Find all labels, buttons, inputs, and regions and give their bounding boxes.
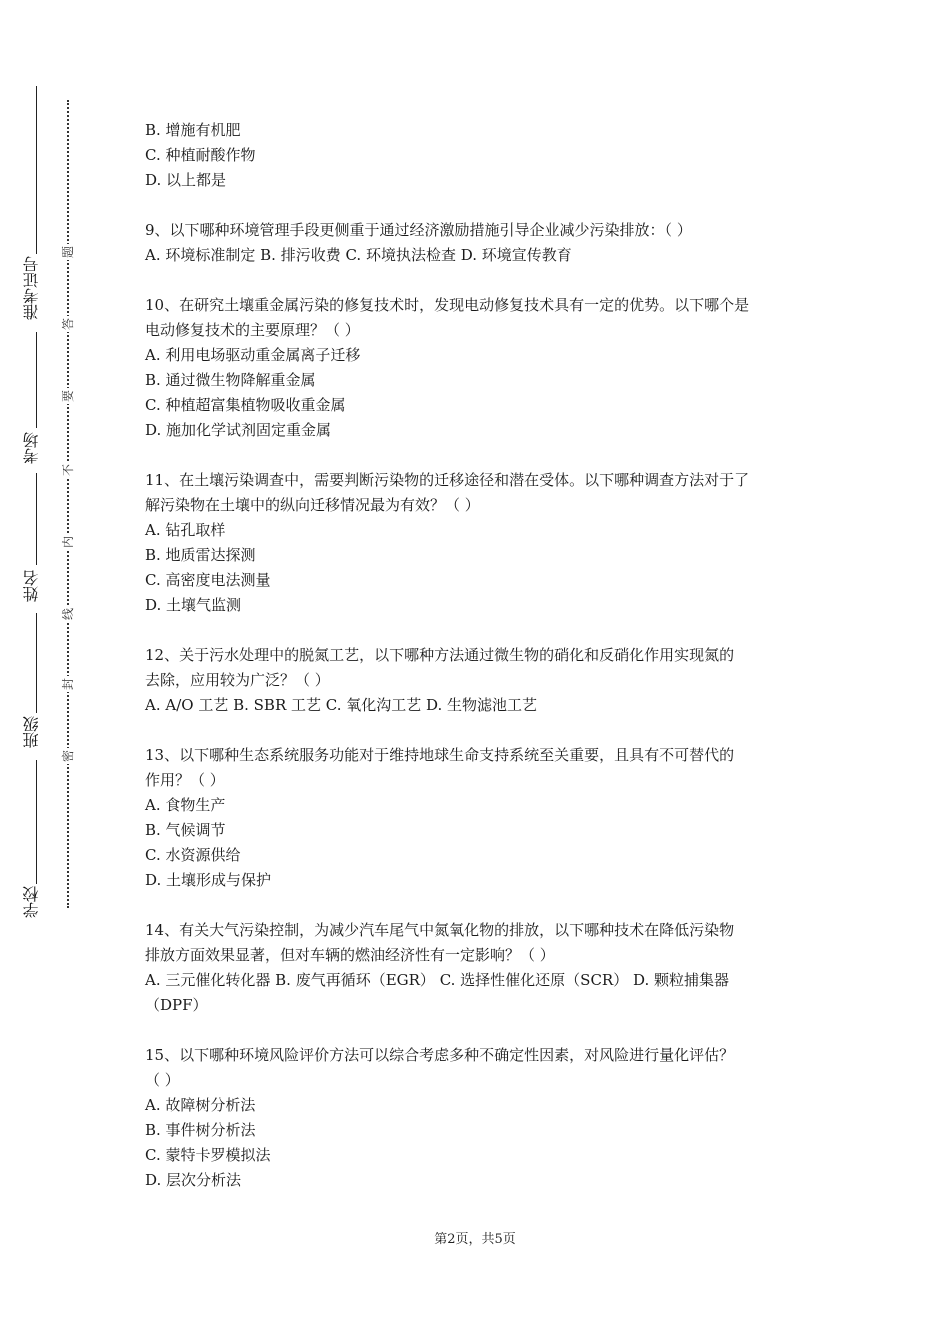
option-line: C. 水资源供给: [145, 846, 241, 864]
continued-options: [145, 118, 810, 193]
question-12: [145, 643, 810, 718]
option-line: B. 气候调节: [145, 821, 226, 839]
seal-char: 题: [61, 246, 75, 259]
option-line: A. 环境标准制定 B. 排污收费 C. 环境执法检查 D. 环境宣传教育: [145, 246, 572, 264]
binding-line: [36, 613, 37, 713]
option-line: D. 层次分析法: [145, 1171, 242, 1189]
question-stem: （ ）: [145, 1071, 180, 1089]
name-label: 姓名: [22, 570, 41, 602]
exam-id-label: 准考证号: [22, 256, 41, 320]
question-14: [145, 918, 810, 1018]
binding-line: [36, 86, 37, 254]
option-line: C. 种植耐酸作物: [145, 146, 256, 164]
question-content: [145, 118, 810, 1218]
question-9: [145, 218, 810, 268]
school-label: 学校: [22, 886, 41, 918]
option-line: C. 高密度电法测量: [145, 571, 271, 589]
option-line: D. 土壤气监测: [145, 596, 242, 614]
question-13: [145, 743, 810, 893]
option-line: B. 通过微生物降解重金属: [145, 371, 316, 389]
option-line: D. 以上都是: [145, 171, 227, 189]
question-stem: 12、关于污水处理中的脱氮工艺，以下哪种方法通过微生物的硝化和反硝化作用实现氮的: [145, 646, 735, 664]
exam-room-label: 考场: [22, 432, 41, 464]
question-stem: 9、以下哪种环境管理手段更侧重于通过经济激励措施引导企业减少污染排放：（ ）: [145, 221, 692, 239]
binding-line: [36, 473, 37, 565]
page-footer: 第2页，共5页: [434, 1232, 516, 1247]
binding-line: [36, 760, 37, 884]
question-stem: 13、以下哪种生态系统服务功能对于维持地球生命支持系统至关重要，且具有不可替代的: [145, 746, 735, 764]
question-11: [145, 468, 810, 618]
option-line: C. 种植超富集植物吸收重金属: [145, 396, 346, 414]
question-stem: 11、在土壤污染调查中，需要判断污染物的迁移途径和潜在受体。以下哪种调查方法对于了: [145, 471, 750, 489]
option-line: B. 增施有机肥: [145, 121, 241, 139]
seal-char: 不: [61, 464, 75, 477]
binding-line: [36, 332, 37, 428]
seal-char: 要: [61, 390, 75, 403]
class-label: 班级: [22, 716, 41, 748]
option-line: A. 食物生产: [145, 796, 226, 814]
question-15: [145, 1043, 810, 1193]
question-10: [145, 293, 810, 443]
question-stem: 15、以下哪种环境风险评价方法可以综合考虑多种不确定性因素，对风险进行量化评估？: [145, 1046, 735, 1064]
option-line: B. 地质雷达探测: [145, 546, 256, 564]
option-line: D. 土壤形成与保护: [145, 871, 272, 889]
option-line: （DPF）: [145, 996, 208, 1014]
seal-char: 封: [61, 678, 75, 691]
seal-dotted-line: [67, 100, 69, 908]
option-line: C. 蒙特卡罗模拟法: [145, 1146, 271, 1164]
question-stem: 电动修复技术的主要原理？（ ）: [145, 321, 360, 339]
option-line: B. 事件树分析法: [145, 1121, 256, 1139]
question-stem: 作用？（ ）: [145, 771, 225, 789]
question-stem: 去除，应用较为广泛？（ ）: [145, 671, 330, 689]
option-line: D. 施加化学试剂固定重金属: [145, 421, 332, 439]
seal-char: 内: [61, 536, 75, 549]
option-line: A. A/O 工艺 B. SBR 工艺 C. 氧化沟工艺 D. 生物滤池工艺: [145, 696, 538, 714]
seal-char: 线: [61, 608, 75, 621]
question-stem: 排放方面效果显著，但对车辆的燃油经济性有一定影响？（ ）: [145, 946, 555, 964]
option-line: A. 故障树分析法: [145, 1096, 256, 1114]
question-stem: 10、在研究土壤重金属污染的修复技术时，发现电动修复技术具有一定的优势。以下哪个是: [145, 296, 750, 314]
question-stem: 解污染物在土壤中的纵向迁移情况最为有效？（ ）: [145, 496, 480, 514]
seal-char: 密: [61, 750, 75, 763]
option-line: A. 钻孔取样: [145, 521, 226, 539]
seal-char: 答: [61, 318, 75, 331]
question-stem: 14、有关大气污染控制，为减少汽车尾气中氮氧化物的排放，以下哪种技术在降低污染物: [145, 921, 735, 939]
option-line: A. 三元催化转化器 B. 废气再循环（EGR） C. 选择性催化还原（SCR） D. 颗粒捕集器: [145, 971, 730, 989]
option-line: A. 利用电场驱动重金属离子迁移: [145, 346, 361, 364]
